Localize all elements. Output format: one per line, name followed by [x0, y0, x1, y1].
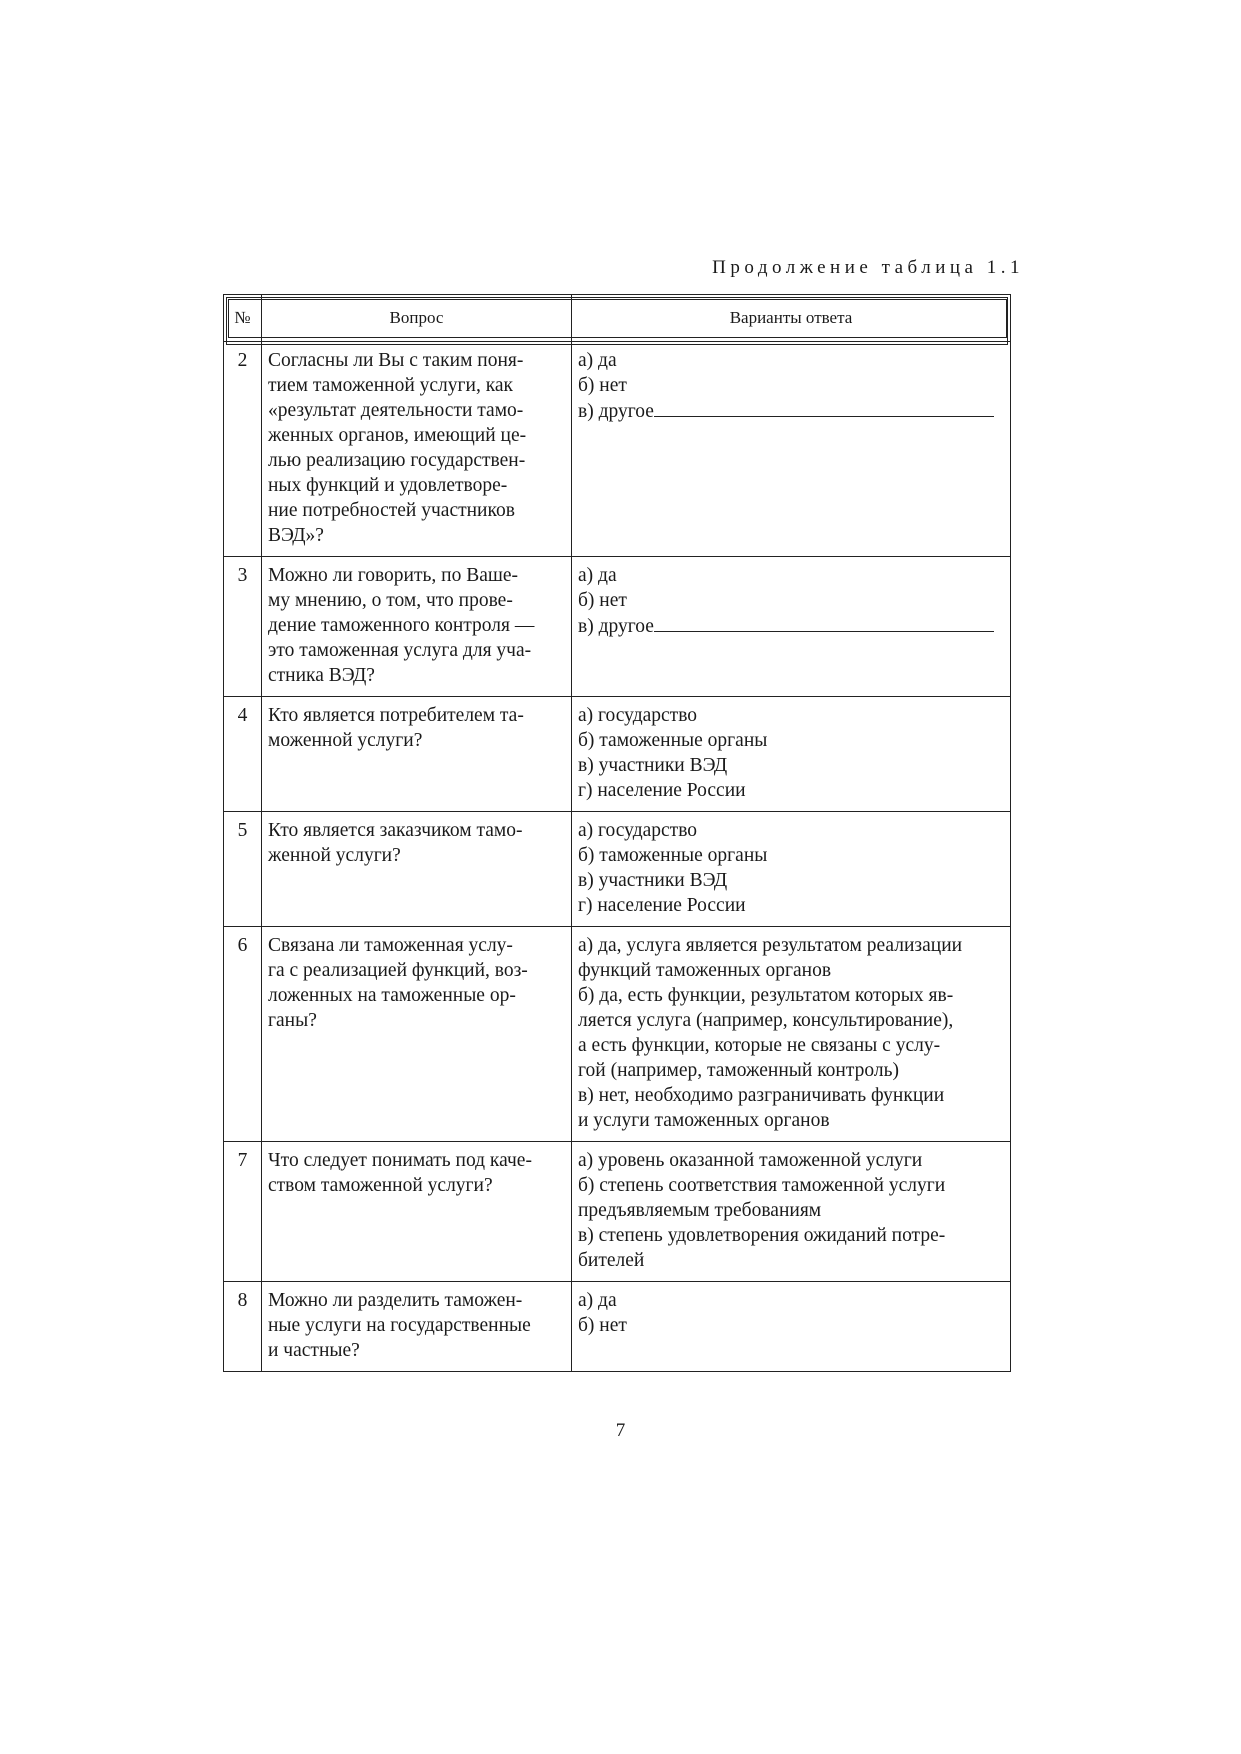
question-cell: [262, 1282, 572, 1372]
answer-text: а) да: [578, 1290, 617, 1311]
answer-option: [578, 868, 1004, 893]
answer-option: [578, 1223, 1004, 1248]
answer-text: предъявляемым требованиям: [578, 1200, 822, 1221]
question-line: моженной услуги?: [268, 730, 423, 751]
answers-cell: [572, 812, 1011, 927]
answer-text: и услуги таможенных органов: [578, 1110, 830, 1131]
question-line: женной услуги?: [268, 845, 401, 866]
answer-option: [578, 893, 1004, 918]
question-line: тием таможенной услуги, как: [268, 375, 514, 396]
question-cell: [262, 1142, 572, 1282]
header-question: Вопрос: [262, 295, 572, 342]
answer-text: бителей: [578, 1250, 645, 1271]
question-cell: [262, 697, 572, 812]
answer-option: [578, 778, 1004, 803]
question-line: Связана ли таможенная услу-: [268, 935, 513, 956]
question-line: женных органов, имеющий це-: [268, 425, 527, 446]
answer-text: г) население России: [578, 895, 746, 916]
question-line: Кто является потребителем та-: [268, 705, 524, 726]
question-line: Что следует понимать под каче-: [268, 1150, 532, 1171]
answer-text: в) участники ВЭД: [578, 755, 728, 776]
answer-option: [578, 753, 1004, 778]
answer-option: [578, 1173, 1004, 1198]
question-cell: [262, 342, 572, 557]
answer-option: [578, 348, 1004, 373]
question-line: Согласны ли Вы с таким поня-: [268, 350, 524, 371]
survey-table-container: [223, 294, 1011, 1372]
question-line: ных функций и удовлетворе-: [268, 475, 508, 496]
answer-option: [578, 958, 1004, 983]
answer-text: ляется услуга (например, консультирование),: [578, 1010, 954, 1031]
answer-text: а) да: [578, 565, 617, 586]
question-line: Можно ли говорить, по Ваше-: [268, 565, 519, 586]
answer-text: б) нет: [578, 590, 627, 611]
answers-cell: [572, 557, 1011, 697]
answer-option: [578, 613, 1004, 639]
question-line: ные услуги на государственные: [268, 1315, 531, 1336]
table-row: [224, 697, 1011, 812]
question-line: ложенных на таможенные ор-: [268, 985, 516, 1006]
answer-text: в) участники ВЭД: [578, 870, 728, 891]
answer-option: [578, 1313, 1004, 1338]
answers-cell: [572, 697, 1011, 812]
answer-option: [578, 818, 1004, 843]
answer-text: б) таможенные органы: [578, 730, 768, 751]
answer-option: [578, 1083, 1004, 1108]
answers-cell: [572, 1282, 1011, 1372]
answer-option: [578, 933, 1004, 958]
answer-text: в) степень удовлетворения ожиданий потре-: [578, 1225, 946, 1246]
question-line: Можно ли разделить таможен-: [268, 1290, 523, 1311]
row-number: 4: [224, 697, 262, 812]
question-cell: [262, 557, 572, 697]
table-row: [224, 342, 1011, 557]
question-line: га с реализацией функций, воз-: [268, 960, 528, 981]
answer-option: [578, 563, 1004, 588]
answer-option: [578, 588, 1004, 613]
answer-text: б) таможенные органы: [578, 845, 768, 866]
answer-text: а) да, услуга является результатом реализации: [578, 935, 963, 956]
question-line: Кто является заказчиком тамо-: [268, 820, 523, 841]
answer-option: [578, 983, 1004, 1008]
answer-option: [578, 1058, 1004, 1083]
fill-in-blank-line[interactable]: [654, 613, 994, 632]
table-row: [224, 557, 1011, 697]
answer-option: [578, 703, 1004, 728]
answer-option: [578, 1033, 1004, 1058]
question-line: му мнению, о том, что прове-: [268, 590, 513, 611]
fill-in-blank-line[interactable]: [654, 398, 994, 417]
table-body: [224, 342, 1011, 1372]
answer-text: а) государство: [578, 705, 698, 726]
question-line: ством таможенной услуги?: [268, 1175, 493, 1196]
answer-text: а) уровень оказанной таможенной услуги: [578, 1150, 923, 1171]
answer-option: [578, 1148, 1004, 1173]
answer-text: б) да, есть функции, результатом которых яв-: [578, 985, 954, 1006]
table-row: [224, 927, 1011, 1142]
answer-option: [578, 373, 1004, 398]
answer-text: а) государство: [578, 820, 698, 841]
question-line: ние потребностей участников: [268, 500, 515, 521]
answer-option: [578, 398, 1004, 424]
table-row: [224, 1282, 1011, 1372]
row-number: 8: [224, 1282, 262, 1372]
question-line: ганы?: [268, 1010, 317, 1031]
question-line: дение таможенного контроля —: [268, 615, 535, 636]
answer-option: [578, 728, 1004, 753]
row-number: 3: [224, 557, 262, 697]
question-line: и частные?: [268, 1340, 360, 1361]
answer-text: в) нет, необходимо разграничивать функции: [578, 1085, 945, 1106]
answer-option: [578, 1008, 1004, 1033]
row-number: 2: [224, 342, 262, 557]
table-row: [224, 1142, 1011, 1282]
answer-text: б) степень соответствия таможенной услуги: [578, 1175, 946, 1196]
answer-option: [578, 1108, 1004, 1133]
answers-cell: [572, 342, 1011, 557]
answer-text: функций таможенных органов: [578, 960, 832, 981]
question-line: ВЭД»?: [268, 525, 324, 546]
answer-option: [578, 1248, 1004, 1273]
question-line: это таможенная услуга для уча-: [268, 640, 532, 661]
survey-table: [223, 294, 1011, 1372]
answer-text: б) нет: [578, 375, 627, 396]
page-number: 7: [615, 1420, 626, 1441]
header-answers: Варианты ответа: [572, 295, 1011, 342]
question-line: стника ВЭД?: [268, 665, 375, 686]
table-header: [224, 295, 1011, 342]
table-row: [224, 812, 1011, 927]
answer-option: [578, 1288, 1004, 1313]
answer-text: б) нет: [578, 1315, 627, 1336]
answer-text: в) другое: [578, 616, 654, 637]
header-num: №: [224, 295, 262, 342]
question-cell: [262, 927, 572, 1142]
answer-text: а) да: [578, 350, 617, 371]
answer-text: гой (например, таможенный контроль): [578, 1060, 899, 1081]
question-cell: [262, 812, 572, 927]
answers-cell: [572, 1142, 1011, 1282]
row-number: 5: [224, 812, 262, 927]
answer-text: а есть функции, которые не связаны с услу-: [578, 1035, 941, 1056]
row-number: 7: [224, 1142, 262, 1282]
answer-text: в) другое: [578, 401, 654, 422]
answers-cell: [572, 927, 1011, 1142]
question-line: лью реализацию государствен-: [268, 450, 526, 471]
table-caption: Продолжение таблица 1.1: [712, 257, 1024, 278]
answer-text: г) население России: [578, 780, 746, 801]
answer-option: [578, 843, 1004, 868]
question-line: «результат деятельности тамо-: [268, 400, 524, 421]
answer-option: [578, 1198, 1004, 1223]
row-number: 6: [224, 927, 262, 1142]
